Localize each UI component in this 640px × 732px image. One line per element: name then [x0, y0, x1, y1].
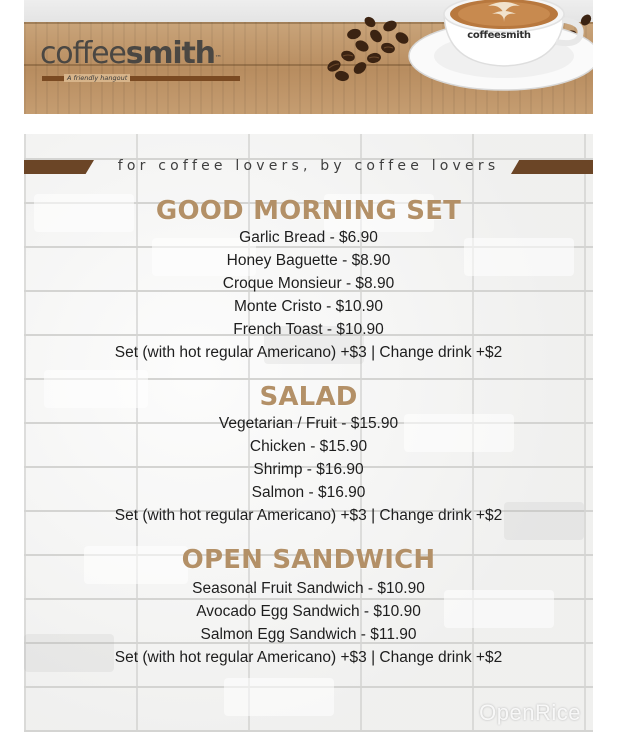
menu-item: Croque Monsieur - $8.90 — [222, 275, 395, 292]
menu-item: Salmon - $16.90 — [251, 484, 366, 501]
header-banner — [24, 0, 593, 114]
menu-item: Vegetarian / Fruit - $15.90 — [218, 415, 399, 432]
menu-item: Monte Cristo - $10.90 — [233, 298, 384, 315]
brand-name-light: coffee — [40, 36, 126, 71]
menu-list-salad — [24, 412, 593, 527]
coffee-cup-icon — [404, 0, 593, 112]
cup-brand-label: coffeesmith — [467, 30, 531, 41]
set-note: Set (with hot regular Americano) +$3 | Change drink +$2 — [114, 649, 503, 666]
menu-item: Avocado Egg Sandwich - $10.90 — [196, 603, 421, 620]
brand-tagline: A friendly hangout — [64, 74, 130, 82]
menu-board — [24, 134, 593, 732]
section-heading-good-morning-set: GOOD MORNING SET — [155, 196, 462, 226]
menu-item: Honey Baguette - $8.90 — [226, 252, 391, 269]
menu-item: Seasonal Fruit Sandwich - $10.90 — [192, 580, 425, 597]
menu-item: Salmon Egg Sandwich - $11.90 — [200, 626, 417, 643]
brand-logo — [40, 36, 221, 72]
menu-item: French Toast - $10.90 — [233, 321, 384, 338]
section-heading-open-sandwich: OPEN SANDWICH — [181, 545, 436, 575]
slogan: for coffee lovers, by coffee lovers — [117, 158, 500, 174]
menu-item: Chicken - $15.90 — [249, 438, 368, 455]
menu-list-open-sandwich — [24, 577, 593, 669]
section-heading-salad: SALAD — [259, 382, 358, 412]
menu-list-good-morning-set — [24, 226, 593, 364]
openrice-watermark: OpenRice — [479, 700, 581, 725]
set-note: Set (with hot regular Americano) +$3 | Change drink +$2 — [114, 344, 503, 361]
trademark-mark: ™ — [214, 54, 221, 62]
set-note: Set (with hot regular Americano) +$3 | Change drink +$2 — [114, 507, 503, 524]
menu-item: Garlic Bread - $6.90 — [239, 229, 378, 246]
menu-item: Shrimp - $16.90 — [253, 461, 364, 478]
brand-name-bold: smith — [125, 36, 215, 71]
